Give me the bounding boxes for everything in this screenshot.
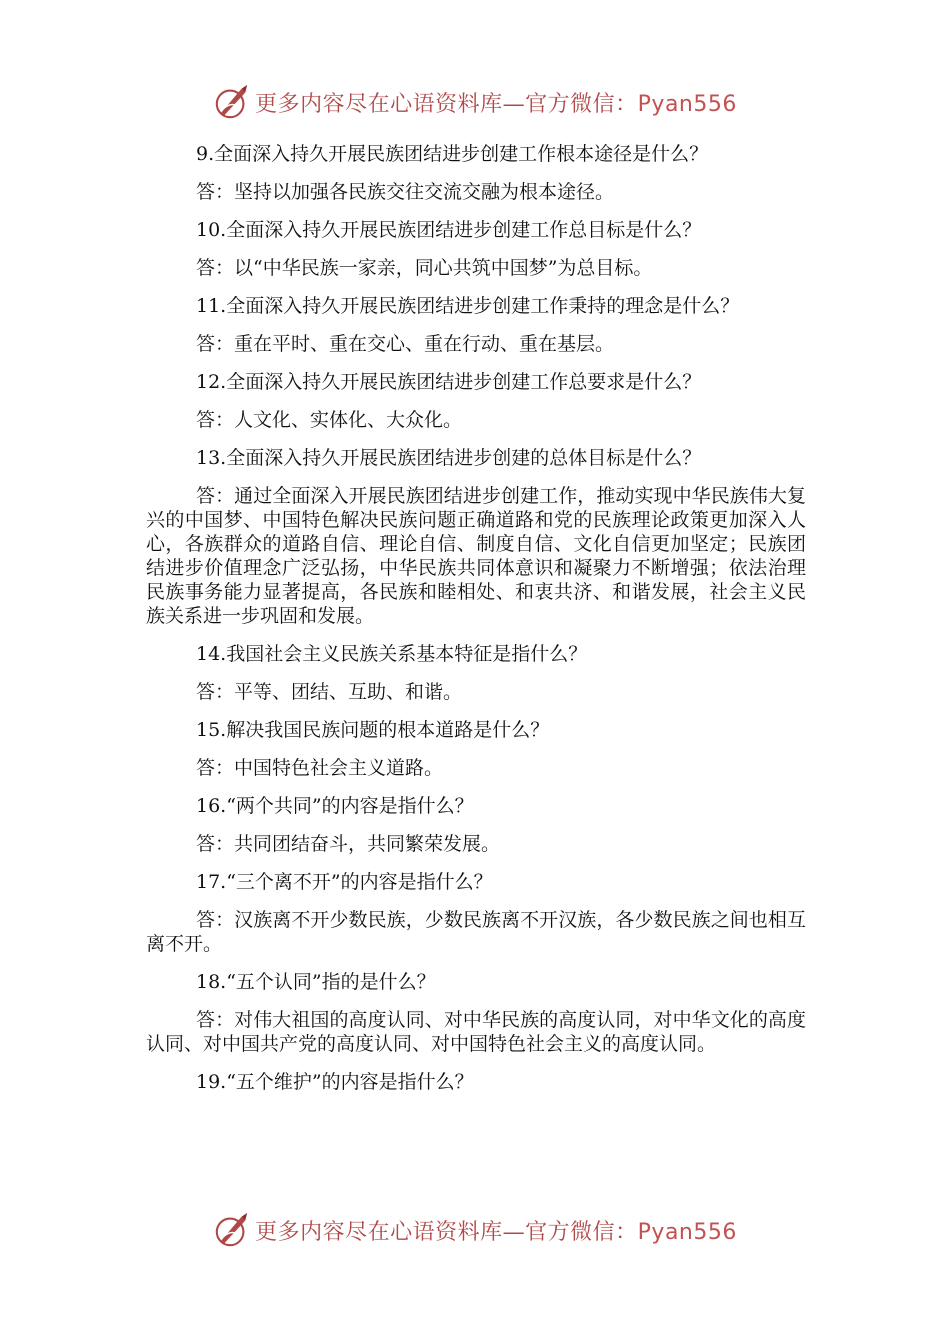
- answer-12: 答：人文化、实体化、大众化。: [196, 409, 463, 431]
- answer-10: 答：以“中华民族一家亲，同心共筑中国梦”为总目标。: [196, 257, 653, 279]
- header-banner: [0, 82, 950, 122]
- question-15: 15.解决我国民族问题的根本道路是什么？: [196, 719, 550, 741]
- question-9: 9.全面深入持久开展民族团结进步创建工作根本途径是什么？: [196, 143, 709, 165]
- answer-16: 答：共同团结奋斗，共同繁荣发展。: [196, 833, 501, 855]
- question-17: 17.“三个离不开”的内容是指什么？: [196, 871, 493, 893]
- question-13: 13.全面深入持久开展民族团结进步创建的总体目标是什么？: [196, 447, 702, 469]
- banner-text: [255, 1215, 737, 1246]
- answer-17: 答：汉族离不开少数民族，少数民族离不开汉族，各少数民族之间也相互离不开。: [146, 909, 806, 955]
- answer-13: 答：通过全面深入开展民族团结进步创建工作，推动实现中华民族伟大复兴的中国梦、中国特色解决民族问题正确道路和党的民族理论政策更加深入人心，各族群众的道路自信、理论自信、制度自信、文化自信更加坚定；民族团结进步价值理念广泛弘扬，中华民族共同体意识和凝聚力不断增强；依法治理民族事务能力显著提高，各民族和睦相处、和衷共济、和谐发展，社会主义民族关系进一步巩固和发展。: [146, 485, 806, 627]
- banner-text: [255, 87, 737, 118]
- document-body: [146, 142, 806, 1108]
- footer-banner: [0, 1210, 950, 1250]
- answer-11: 答：重在平时、重在交心、重在行动、重在基层。: [196, 333, 615, 355]
- question-10: 10.全面深入持久开展民族团结进步创建工作总目标是什么？: [196, 219, 702, 241]
- question-16: 16.“两个共同”的内容是指什么？: [196, 795, 474, 817]
- question-19: 19.“五个维护”的内容是指什么？: [196, 1071, 474, 1093]
- question-14: 14.我国社会主义民族关系基本特征是指什么？: [196, 643, 588, 665]
- banner-caption: 更多内容尽在心语资料库—官方微信：: [255, 1219, 638, 1245]
- answer-18: 答：对伟大祖国的高度认同、对中华民族的高度认同，对中华文化的高度认同、对中国共产党的高度认同、对中国特色社会主义的高度认同。: [146, 1009, 806, 1055]
- banner-caption: 更多内容尽在心语资料库—官方微信：: [255, 91, 638, 117]
- pen-logo-icon: [213, 83, 251, 121]
- question-18: 18.“五个认同”指的是什么？: [196, 971, 436, 993]
- wechat-id: Pyan556: [637, 91, 737, 117]
- question-11: 11.全面深入持久开展民族团结进步创建工作秉持的理念是什么？: [196, 295, 740, 317]
- answer-9: 答：坚持以加强各民族交往交流交融为根本途径。: [196, 181, 615, 203]
- answer-15: 答：中国特色社会主义道路。: [196, 757, 444, 779]
- question-12: 12.全面深入持久开展民族团结进步创建工作总要求是什么？: [196, 371, 702, 393]
- wechat-id: Pyan556: [637, 1219, 737, 1245]
- answer-14: 答：平等、团结、互助、和谐。: [196, 681, 463, 703]
- pen-logo-icon: [213, 1211, 251, 1249]
